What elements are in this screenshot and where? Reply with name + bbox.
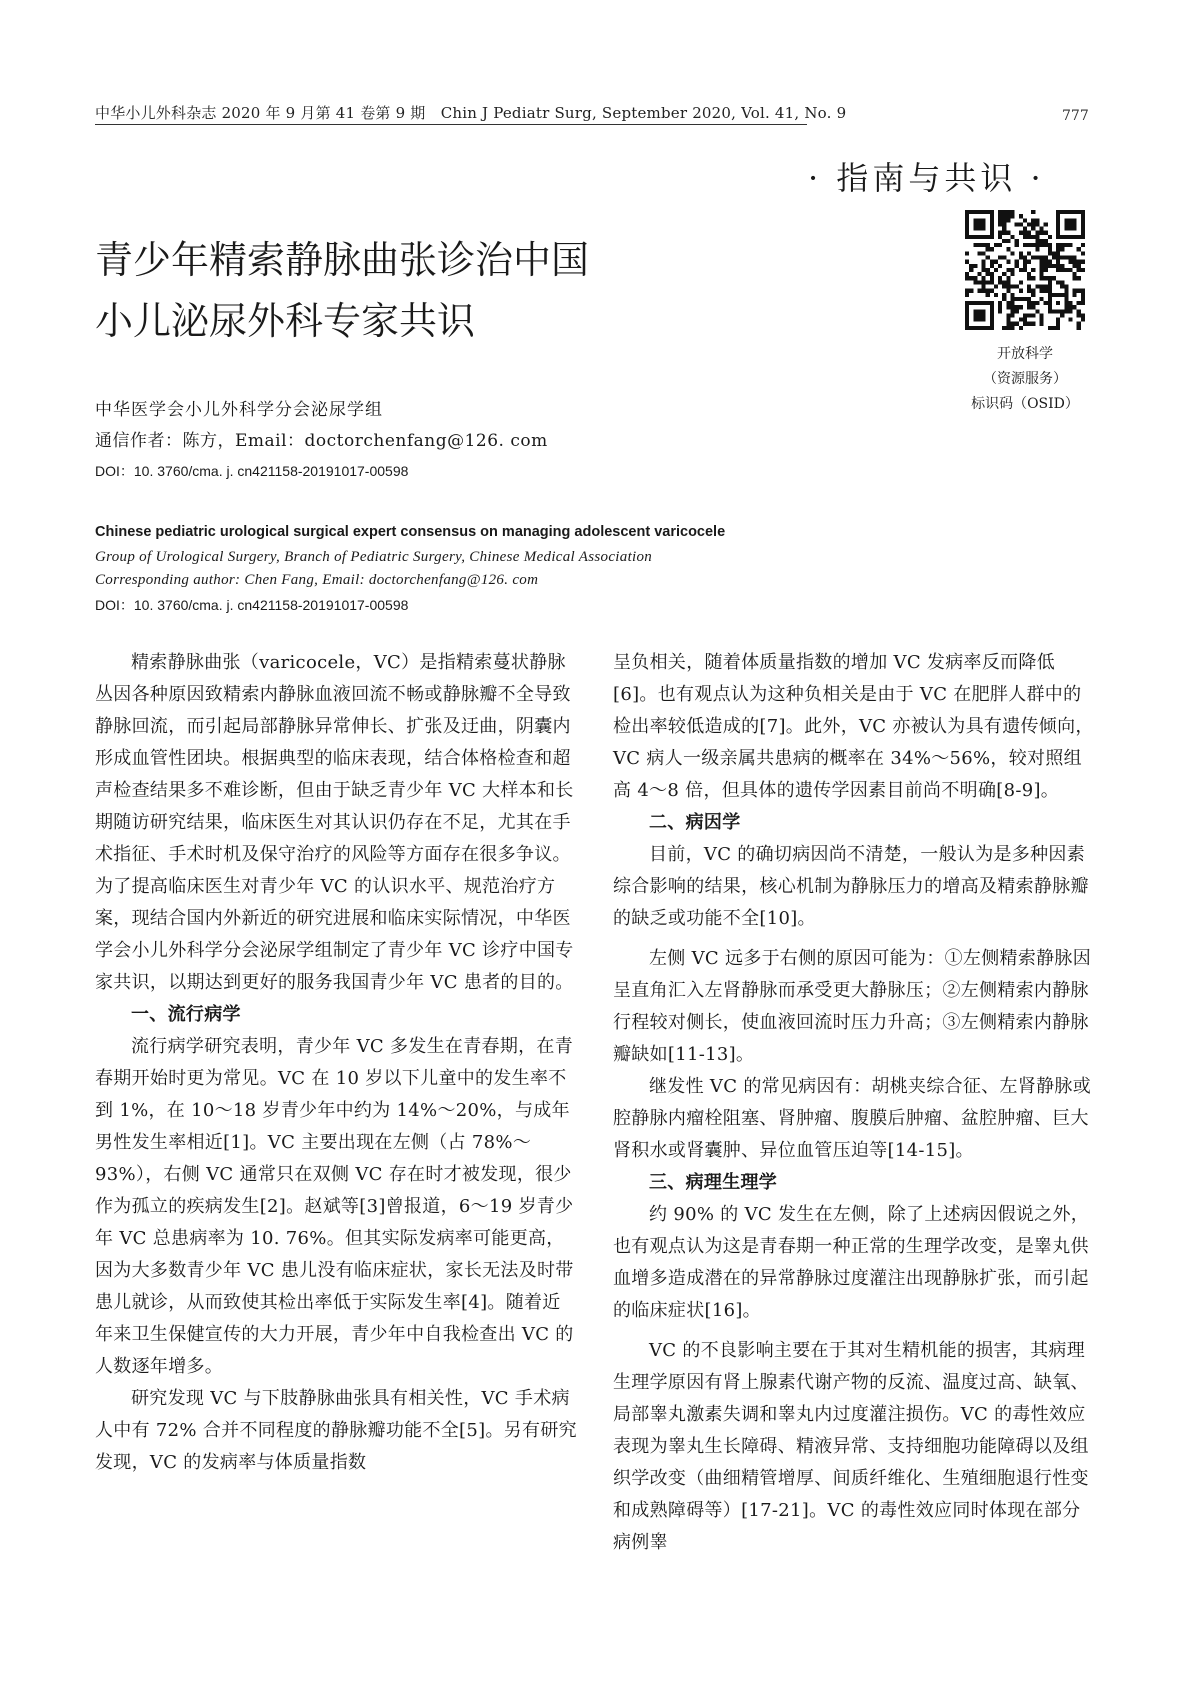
- paragraph: 左侧 VC 远多于右侧的原因可能为：①左侧精索静脉因呈直角汇入左肾静脉而承受更大静脉压；②左侧精索内静脉行程较对侧长，使血液回流时压力升高；③左侧精索内静脉瓣缺如[11-13]。: [613, 948, 1092, 1065]
- section-heading-pathophysiology: 三、病理生理学: [649, 1172, 778, 1193]
- qr-caption-line-3: 标识码（OSID）: [971, 396, 1079, 412]
- paragraph: 研究发现 VC 与下肢静脉曲张具有相关性，VC 手术病人中有 72% 合并不同程度的静脉瓣功能不全[5]。另有研究发现，VC 的发病率与体质量指数: [95, 1388, 577, 1473]
- title-en: Chinese pediatric urological surgical expert consensus on managing adolescent varicocele: [95, 524, 726, 540]
- page-number: 777: [1062, 108, 1089, 124]
- qr-caption-line-1: 开放科学: [997, 346, 1053, 362]
- doi-en: DOI：10. 3760/cma. j. cn421158-20191017-00598: [95, 597, 409, 613]
- paragraph: 继发性 VC 的常见病因有：胡桃夹综合征、左肾静脉或腔静脉内瘤栓阻塞、肾肿瘤、腹膜后肿瘤、盆腔肿瘤、巨大肾积水或肾囊肿、异位血管压迫等[14-15]。: [613, 1076, 1092, 1161]
- body-column-right: [613, 647, 1096, 1559]
- section-label: · 指南与共识 ·: [808, 159, 1045, 197]
- corresponding-author-cn: 通信作者：陈方，Email：doctorchenfang@126. com: [95, 431, 548, 451]
- qr-code-icon[interactable]: [965, 210, 1085, 330]
- paragraph: 呈负相关，随着体质量指数的增加 VC 发病率反而降低[6]。也有观点认为这种负相关是由于 VC 在肥胖人群中的检出率较低造成的[7]。此外，VC 亦被认为具有遗传倾向，VC 病人一级亲属共患病的概率在 34%～56%，较对照组高 4～8 倍，但具体的遗传学因素目前尚不明确[8-9]。: [613, 652, 1094, 801]
- paragraph: VC 的不良影响主要在于其对生精机能的损害，其病理生理学原因有肾上腺素代谢产物的反流、温度过高、缺氧、局部睾丸激素失调和睾丸内过度灌注损伤。VC 的毒性效应表现为睾丸生长障碍、精液异常、支持细胞功能障碍以及组织学改变（曲细精管增厚、间质纤维化、生殖细胞退行性变和成熟障碍等）[17-21]。VC 的毒性效应同时体现在部分病例睾: [613, 1340, 1089, 1553]
- title-line-1: 青少年精索静脉曲张诊治中国: [95, 238, 590, 282]
- group-en: Group of Urological Surgery, Branch of Pediatric Surgery, Chinese Medical Association: [95, 549, 653, 565]
- header-rule: [95, 124, 807, 125]
- qr-caption: [940, 342, 1110, 417]
- paragraph: 精索静脉曲张（varicocele，VC）是指精索蔓状静脉丛因各种原因致精索内静脉血液回流不畅或静脉瓣不全导致静脉回流，而引起局部静脉异常伸长、扩张及迂曲，阴囊内形成血管性团块。根据典型的临床表现，结合体格检查和超声检查结果多不难诊断，但由于缺乏青少年 VC 大样本和长期随访研究结果，临床医生对其认识仍存在不足，尤其在手术指征、手术时机及保守治疗的风险等方面存在很多争议。为了提高临床医生对青少年 VC 的认识水平、规范治疗方案，现结合国内外新近的研究进展和临床实际情况，中华医学会小儿外科学分会泌尿学组制定了青少年 VC 诊疗中国专家共识，以期达到更好的服务我国青少年 VC 患者的目的。: [95, 652, 574, 993]
- section-heading-etiology: 二、病因学: [649, 812, 741, 833]
- corresponding-author-en: Corresponding author: Chen Fang, Email: doctorchenfang@126. com: [95, 572, 539, 588]
- doi-cn: DOI：10. 3760/cma. j. cn421158-20191017-00598: [95, 463, 409, 479]
- article-title: [95, 230, 589, 352]
- author-cn: 中华医学会小儿外科学分会泌尿学组: [95, 400, 383, 420]
- body-column-left: [95, 647, 578, 1479]
- paragraph: 流行病学研究表明，青少年 VC 多发生在青春期，在青春期开始时更为常见。VC 在 10 岁以下儿童中的发生率不到 1%，在 10～18 岁青少年中约为 14%～20%，与成年男性发生率相近[1]。VC 主要出现在左侧（占 78%～93%），右侧 VC 通常只在双侧 VC 存在时才被发现，很少作为孤立的疾病发生[2]。赵斌等[3]曾报道，6～19 岁青少年 VC 总患病率为 10. 76%。但其实际发病率可能更高，因为大多数青少年 VC 患儿没有临床症状，家长无法及时带患儿就诊，从而致使其检出率低于实际发生率[4]。随着近年来卫生保健宣传的大力开展，青少年中自我检查出 VC 的人数逐年增多。: [95, 1036, 574, 1377]
- section-heading-epidemiology: 一、流行病学: [131, 1004, 241, 1025]
- qr-code-graphic: [965, 210, 1085, 330]
- running-head: 中华小儿外科杂志 2020 年 9 月第 41 卷第 9 期 Chin J Pediatr Surg, September 2020, Vol. 41, No. 9: [95, 104, 847, 122]
- paragraph: 目前，VC 的确切病因尚不清楚，一般认为是多种因素综合影响的结果，核心机制为静脉压力的增高及精索静脉瓣的缺乏或功能不全[10]。: [613, 844, 1089, 929]
- qr-caption-line-2: （资源服务）: [983, 371, 1067, 387]
- title-line-2: 小儿泌尿外科专家共识: [95, 299, 476, 343]
- paragraph: 约 90% 的 VC 发生在左侧，除了上述病因假说之外，也有观点认为这是青春期一种正常的生理学改变，是睾丸供血增多造成潜在的异常静脉过度灌注出现静脉扩张，而引起的临床症状[16]。: [613, 1204, 1090, 1321]
